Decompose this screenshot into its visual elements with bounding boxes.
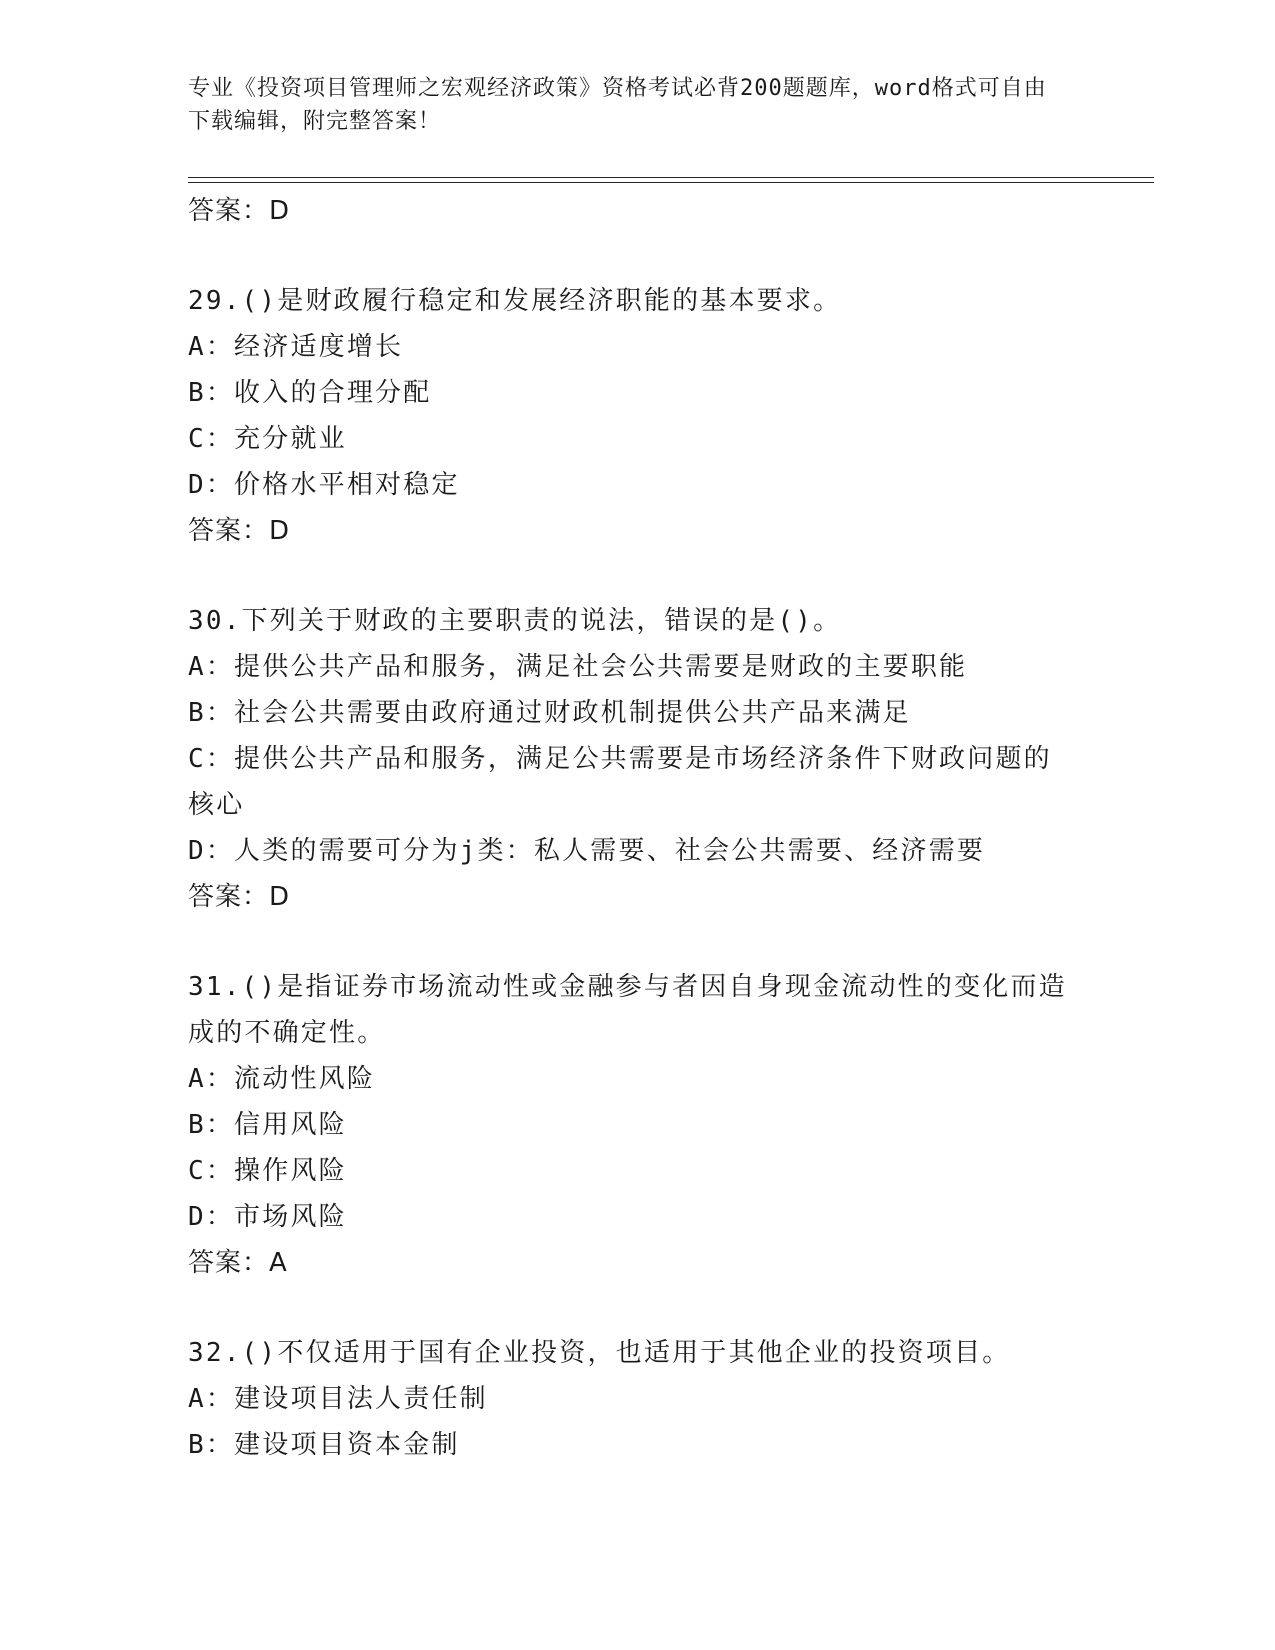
- spacer: [188, 554, 1068, 598]
- question-block: [188, 1330, 1068, 1468]
- spacer: [188, 920, 1068, 964]
- option-d: D：人类的需要可分为j类：私人需要、社会公共需要、经济需要: [188, 836, 986, 866]
- question-stem: 30.下列关于财政的主要职责的说法，错误的是()。: [188, 606, 842, 636]
- option-c: C：充分就业: [188, 424, 347, 454]
- answer-line: 答案：D: [188, 516, 291, 546]
- option-b: B：收入的合理分配: [188, 378, 432, 408]
- option-c: C：操作风险: [188, 1156, 347, 1186]
- question-stem-continued: 成的不确定性。: [188, 1018, 386, 1048]
- question-block: [188, 278, 1068, 554]
- option-c-continued: 核心: [188, 790, 245, 820]
- option-d: D：价格水平相对稳定: [188, 470, 460, 500]
- question-block: [188, 598, 1068, 920]
- header-rule-top: [188, 177, 1154, 178]
- answer-line: 答案：D: [188, 196, 291, 226]
- answer-line: 答案：A: [188, 1248, 288, 1278]
- spacer: [188, 234, 1068, 278]
- option-c: C：提供公共产品和服务，满足公共需要是市场经济条件下财政问题的: [188, 744, 1052, 774]
- option-a: A：流动性风险: [188, 1064, 376, 1094]
- spacer: [188, 1286, 1068, 1330]
- option-a: A：提供公共产品和服务，满足社会公共需要是财政的主要职能: [188, 652, 968, 682]
- option-d: D：市场风险: [188, 1202, 347, 1232]
- question-block: [188, 964, 1068, 1286]
- answer-line: 答案：D: [188, 882, 291, 912]
- option-a: A：建设项目法人责任制: [188, 1384, 488, 1414]
- question-stem: 31.()是指证券市场流动性或金融参与者因自身现金流动性的变化而造: [188, 972, 1067, 1002]
- option-b: B：信用风险: [188, 1110, 347, 1140]
- question-stem: 29.()是财政履行稳定和发展经济职能的基本要求。: [188, 286, 842, 316]
- header-title: 专业《投资项目管理师之宏观经济政策》资格考试必背200题题库，word格式可自由下载编辑，附完整答案！: [188, 76, 1047, 134]
- option-b: B：社会公共需要由政府通过财政机制提供公共产品来满足: [188, 698, 911, 728]
- option-a: A：经济适度增长: [188, 332, 404, 362]
- question-list: [188, 188, 1068, 1468]
- question-stem: 32.()不仅适用于国有企业投资，也适用于其他企业的投资项目。: [188, 1338, 1011, 1368]
- header-rule-bottom: [188, 182, 1154, 183]
- option-b: B：建设项目资本金制: [188, 1430, 460, 1460]
